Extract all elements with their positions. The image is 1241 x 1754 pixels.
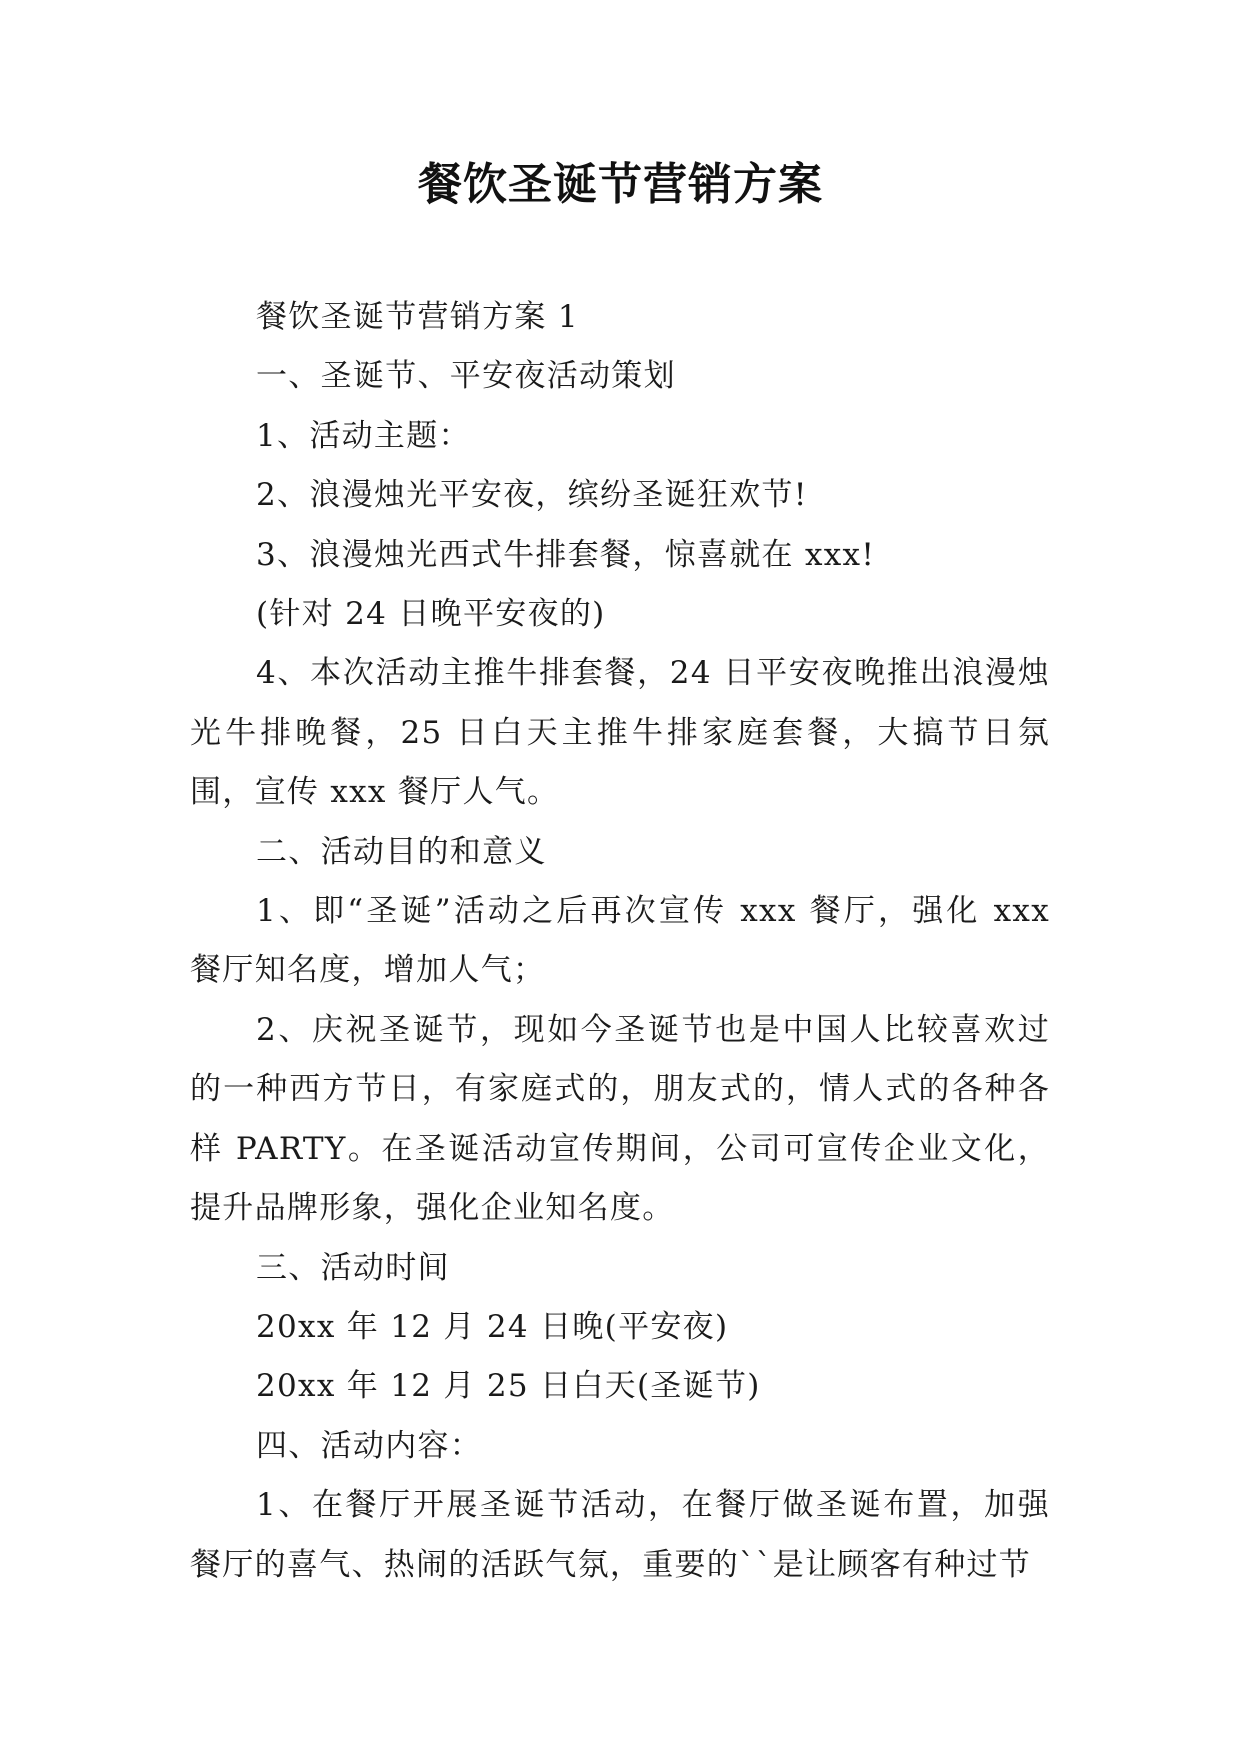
paragraph: 1、活动主题： bbox=[256, 417, 471, 454]
paragraph: 二、活动目的和意义 bbox=[256, 833, 547, 870]
paragraph: 三、活动时间 bbox=[256, 1249, 450, 1286]
paragraph: 20xx 年 12 月 25 日白天(圣诞节) bbox=[256, 1368, 761, 1405]
paragraph: 四、活动内容： bbox=[256, 1427, 483, 1464]
paragraph: (针对 24 日晚平安夜的) bbox=[256, 596, 606, 633]
paragraph: 20xx 年 12 月 24 日晚(平安夜) bbox=[256, 1308, 729, 1345]
paragraph: 1、即“圣诞”活动之后再次宣传 xxx 餐厅，强化 xxx 餐厅知名度，增加人气； bbox=[190, 893, 1050, 989]
paragraph: 餐饮圣诞节营销方案 1 bbox=[256, 299, 579, 335]
paragraph: 4、本次活动主推牛排套餐，24 日平安夜晚推出浪漫烛光牛排晚餐，25 日白天主推牛排家庭套餐，大搞节日氛围，宣传 xxx 餐厅人气。 bbox=[190, 655, 1050, 811]
paragraph: 1、在餐厅开展圣诞节活动，在餐厅做圣诞布置，加强餐厅的喜气、热闹的活跃气氛，重要的``是让顾客有种过节 bbox=[190, 1487, 1050, 1583]
document-title: 餐饮圣诞节营销方案 bbox=[418, 159, 823, 210]
paragraph: 2、庆祝圣诞节，现如今圣诞节也是中国人比较喜欢过的一种西方节日，有家庭式的，朋友式的，情人式的各种各样 PARTY。在圣诞活动宣传期间，公司可宣传企业文化，提升品牌形象，强化企业知名度。 bbox=[190, 1011, 1050, 1227]
document-body bbox=[190, 288, 1050, 1595]
paragraph: 一、圣诞节、平安夜活动策划 bbox=[256, 358, 676, 395]
paragraph: 3、浪漫烛光西式牛排套餐，惊喜就在 xxx! bbox=[256, 536, 876, 573]
paragraph: 2、浪漫烛光平安夜，缤纷圣诞狂欢节! bbox=[256, 477, 808, 514]
